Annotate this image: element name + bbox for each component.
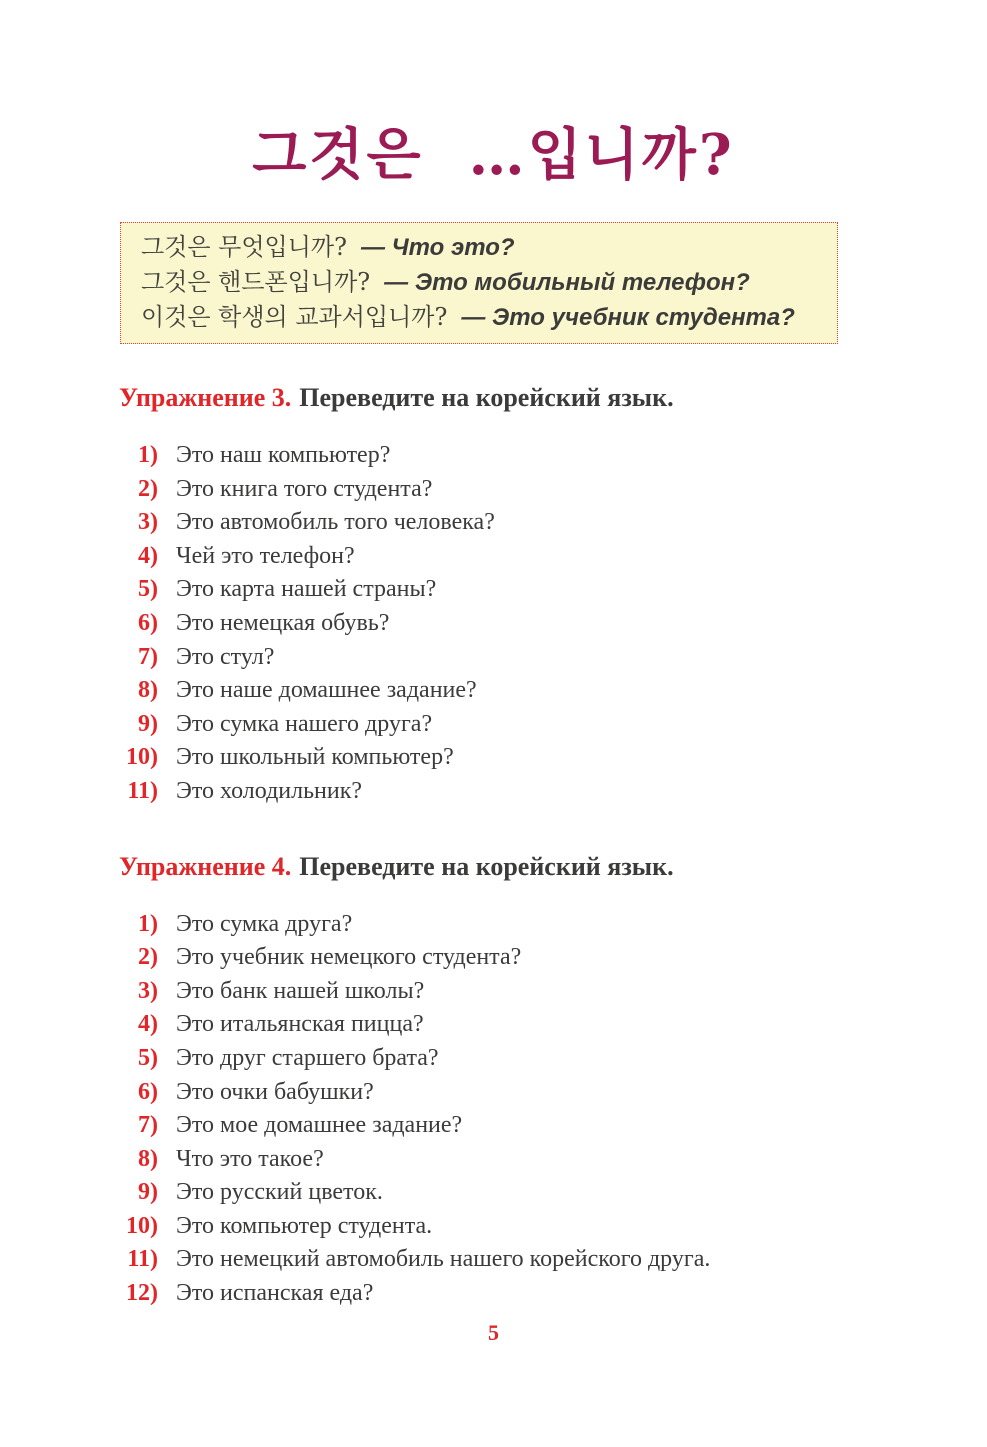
list-item (0, 1210, 987, 1244)
item-text: Это банк нашей школы? (176, 977, 425, 1004)
item-number: 7) (138, 1112, 158, 1139)
item-number: 5) (138, 1044, 158, 1071)
item-text: Это итальянская пицца? (176, 1011, 424, 1038)
exercise-4-list (0, 908, 987, 1311)
list-item (0, 607, 987, 641)
example-line (141, 300, 817, 335)
item-number: 11) (127, 777, 158, 804)
list-item (0, 1109, 987, 1143)
russian-translation: — Что это? (360, 234, 515, 261)
item-number: 5) (138, 576, 158, 603)
korean-phrase: 이것은 학생의 교과서입니까? (141, 303, 448, 331)
page-number: 5 (488, 1320, 499, 1345)
item-number: 6) (138, 1078, 158, 1105)
list-item (0, 941, 987, 975)
item-text: Это автомобиль того человека? (176, 509, 495, 536)
item-number: 10) (126, 744, 158, 771)
list-item (0, 439, 987, 473)
page-title: 그것은 …입니까? (252, 122, 735, 188)
item-text: Что это такое? (176, 1145, 324, 1172)
item-text: Это школьный компьютер? (176, 744, 454, 771)
item-number: 1) (138, 442, 158, 468)
example-box (120, 222, 838, 344)
exercise-label: Упражнение 4. (119, 851, 292, 881)
item-number: 2) (138, 944, 158, 971)
item-text: Это немецкая обувь? (176, 609, 390, 636)
item-text: Это наше домашнее задание? (176, 677, 477, 704)
item-text: Это компьютер студента. (176, 1212, 433, 1239)
list-item (0, 775, 987, 809)
item-number: 7) (138, 643, 158, 670)
list-item (0, 473, 987, 507)
item-text: Это друг старшего брата? (176, 1044, 439, 1071)
item-number: 8) (138, 677, 158, 704)
list-item (0, 674, 987, 708)
item-text: Это холодильник? (176, 777, 363, 804)
exercise-4-heading (119, 851, 987, 883)
list-item (0, 1176, 987, 1210)
item-number: 9) (138, 1179, 158, 1206)
item-text: Это учебник немецкого студента? (176, 944, 522, 971)
item-text: Это мое домашнее задание? (176, 1112, 463, 1139)
list-item (0, 1042, 987, 1076)
list-item (0, 908, 987, 942)
item-number: 8) (138, 1145, 158, 1172)
exercise-label: Упражнение 3. (119, 383, 292, 412)
list-item (0, 540, 987, 574)
list-item (0, 641, 987, 675)
example-line (141, 265, 817, 300)
item-text: Это карта нашей страны? (176, 576, 437, 603)
list-item (0, 573, 987, 607)
list-item (0, 1143, 987, 1177)
item-number: 9) (138, 710, 158, 737)
item-text: Это немецкий автомобиль нашего корейского друга. (176, 1246, 711, 1273)
exercise-instruction: Переведите на корейский язык. (299, 851, 674, 881)
list-item (0, 975, 987, 1009)
exercise-3-heading (119, 382, 987, 414)
item-text: Это сумка друга? (176, 910, 353, 937)
example-line (141, 230, 817, 265)
item-number: 12) (126, 1280, 158, 1307)
item-text: Это наш компьютер? (176, 442, 391, 468)
item-text: Чей это телефон? (176, 542, 355, 569)
item-text: Это сумка нашего друга? (176, 710, 433, 737)
item-number: 11) (127, 1246, 158, 1273)
exercise-3-list (0, 439, 987, 809)
item-text: Это русский цветок. (176, 1179, 383, 1206)
item-number: 3) (138, 509, 158, 536)
list-item (0, 741, 987, 775)
russian-translation: — Это мобильный телефон? (384, 269, 750, 296)
item-number: 6) (138, 609, 158, 636)
item-text: Это стул? (176, 643, 275, 670)
item-text: Это испанская еда? (176, 1280, 374, 1307)
item-number: 2) (138, 475, 158, 502)
item-number: 3) (138, 977, 158, 1004)
list-item (0, 506, 987, 540)
item-text: Это книга того студента? (176, 475, 433, 502)
item-number: 4) (138, 1011, 158, 1038)
list-item (0, 1008, 987, 1042)
item-number: 4) (138, 542, 158, 569)
korean-phrase: 그것은 무엇입니까? (141, 233, 347, 261)
list-item (0, 1243, 987, 1277)
list-item (0, 1076, 987, 1110)
item-text: Это очки бабушки? (176, 1078, 374, 1105)
list-item (0, 1277, 987, 1311)
russian-translation: — Это учебник студента? (461, 304, 795, 331)
exercise-instruction: Переведите на корейский язык. (299, 383, 674, 412)
item-number: 10) (126, 1212, 158, 1239)
list-item (0, 708, 987, 742)
korean-phrase: 그것은 핸드폰입니까? (141, 268, 371, 296)
item-number: 1) (138, 910, 158, 937)
